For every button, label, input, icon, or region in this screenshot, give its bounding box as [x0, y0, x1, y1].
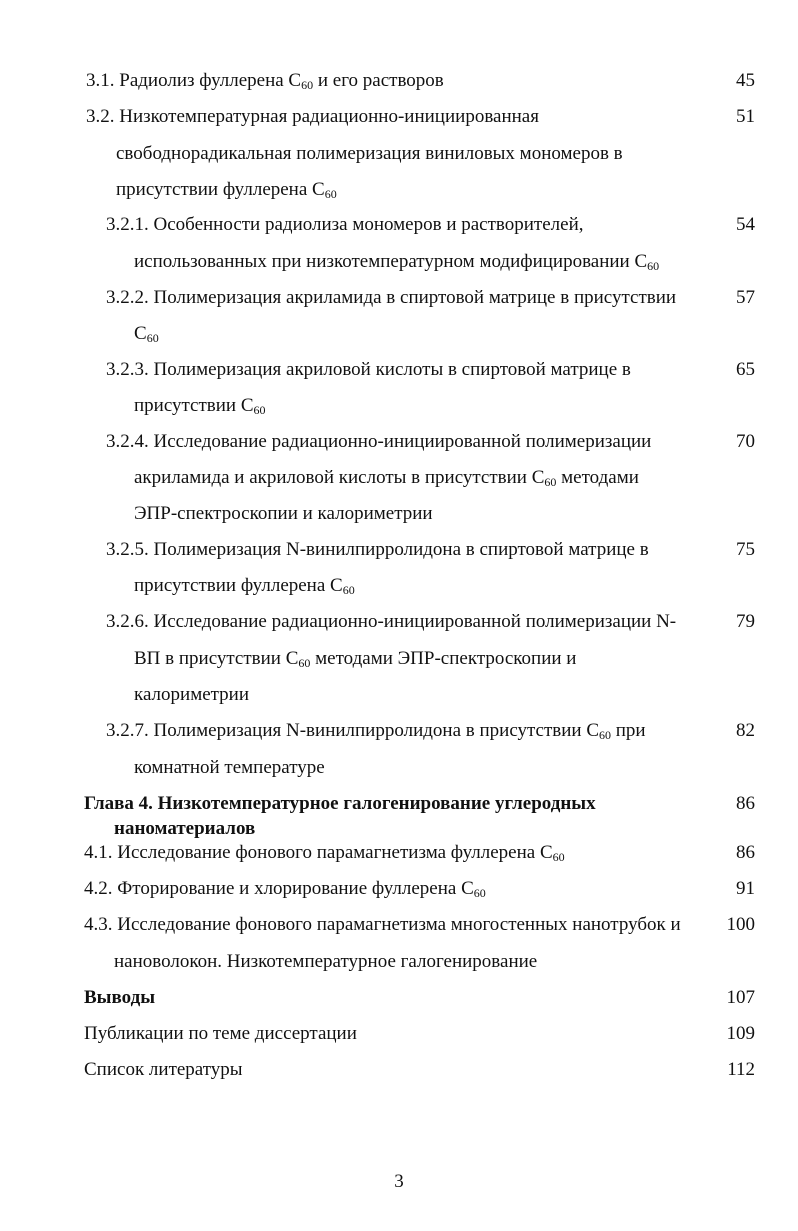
page-number-footer: 3 [394, 1171, 404, 1192]
toc-entry-line: калориметрии [134, 684, 250, 705]
toc-page-number: 65 [736, 359, 755, 380]
toc-page-number: 51 [736, 106, 755, 127]
toc-page-number: 45 [736, 70, 755, 91]
toc-entry-line: 3.2. Низкотемпературная радиационно-инициированная [86, 106, 539, 127]
toc-page-number: 86 [736, 842, 755, 863]
toc-entry-line: ЭПР-спектроскопии и калориметрии [134, 503, 433, 524]
toc-page-number: 100 [726, 914, 755, 935]
toc-entry-line: 3.2.6. Исследование радиационно-инициированной полимеризации N- [106, 611, 677, 632]
toc-chapter-heading: Глава 4. Низкотемпературное галогенирование углеродных [84, 793, 596, 814]
toc-entry-line: 3.2.5. Полимеризация N-винилпирролидона в спиртовой матрице в [106, 539, 649, 560]
toc-entry-line: использованных при низкотемпературном модифицировании $C_{60}$ [134, 251, 660, 273]
toc-page-number: 79 [736, 611, 755, 632]
toc-page-number: 112 [727, 1059, 755, 1080]
toc-entry-line: ВП в присутствии $C_{60}$ методами ЭПР-спектроскопии и [134, 648, 577, 670]
toc-page-number: 54 [736, 214, 755, 235]
toc-chapter-heading: наноматериалов [114, 818, 256, 839]
toc-entry-line: 3.2.7. Полимеризация N-винилпирролидона в присутствии $C_{60}$ при [106, 720, 646, 742]
toc-entry-line: 3.2.1. Особенности радиолиза мономеров и растворителей, [106, 214, 584, 235]
toc-section-heading: Выводы [84, 987, 156, 1008]
toc-page-number: 70 [736, 431, 755, 452]
toc-page-number: 91 [736, 878, 755, 899]
toc-entry-line: Публикации по теме диссертации [84, 1023, 357, 1044]
toc-page-number: 109 [726, 1023, 755, 1044]
toc-entry-line: 4.2. Фторирование и хлорирование фуллерена $C_{60}$ [84, 878, 486, 900]
toc-entry-line: присутствии фуллерена $C_{60}$ [116, 179, 337, 201]
toc-entry-line: Список литературы [84, 1059, 243, 1080]
toc-page-number: 82 [736, 720, 755, 741]
toc-entry-line: акриламида и акриловой кислоты в присутствии $C_{60}$ методами [134, 467, 639, 489]
toc-entry-line: нановолокон. Низкотемпературное галогенирование [114, 951, 538, 972]
toc-entry-line: присутствии фуллерена $C_{60}$ [134, 575, 355, 597]
toc-page-number: 75 [736, 539, 755, 560]
toc-entry-line: 3.2.3. Полимеризация акриловой кислоты в спиртовой матрице в [106, 359, 631, 380]
toc-entry-line: 4.1. Исследование фонового парамагнетизма фуллерена $C_{60}$ [84, 842, 565, 864]
toc-entry-line: комнатной температуре [134, 757, 325, 778]
toc-page-number: 57 [736, 287, 755, 308]
toc-entry-line: 3.2.4. Исследование радиационно-инициированной полимеризации [106, 431, 652, 452]
toc-entry-line: 4.3. Исследование фонового парамагнетизма многостенных нанотрубок и [84, 914, 681, 935]
toc-entry-line: 3.1. Радиолиз фуллерена $C_{60}$ и его растворов [86, 70, 444, 92]
toc-page-number: 86 [736, 793, 755, 814]
toc-page-number: 107 [726, 987, 755, 1008]
toc-entry-line: 3.2.2. Полимеризация акриламида в спиртовой матрице в присутствии [106, 287, 677, 308]
toc-entry-line: свободнорадикальная полимеризация виниловых мономеров в [116, 143, 623, 164]
toc-entry-line: присутствии $C_{60}$ [134, 395, 266, 417]
toc-entry-line: $C_{60}$ [134, 323, 159, 345]
